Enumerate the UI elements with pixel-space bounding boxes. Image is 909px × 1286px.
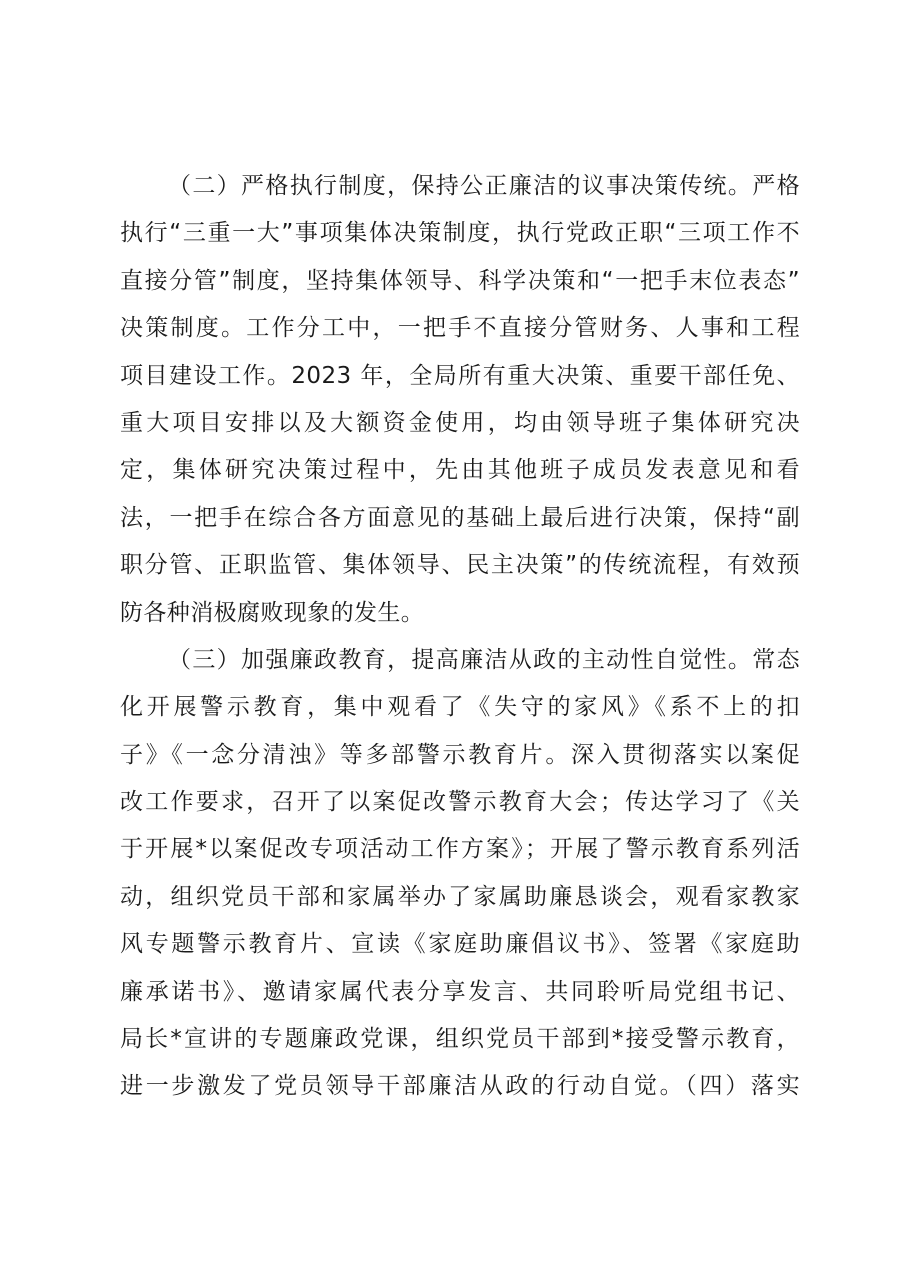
paragraph-section-3 (120, 637, 800, 1111)
paragraph-line: 防各种消极腐败现象的发生。 (120, 599, 425, 626)
paragraph-line: 职分管、正职监管、集体领导、民主决策”的传统流程，有效预 (120, 552, 800, 579)
paragraph-line: 法，一把手在综合各方面意见的基础上最后进行决策，保持“副 (120, 504, 800, 531)
paragraph-line: 决策制度。工作分工中，一把手不直接分管财务、人事和工程 (120, 315, 800, 342)
paragraph-line: 子》《一念分清浊》等多部警示教育片。深入贯彻落实以案促 (120, 741, 800, 768)
paragraph-line: 执行“三重一大”事项集体决策制度，执行党政正职“三项工作不 (120, 220, 800, 247)
paragraph-line: 重大项目安排以及大额资金使用，均由领导班子集体研究决 (120, 409, 800, 436)
paragraph-line: 动，组织党员干部和家属举办了家属助廉恳谈会，观看家教家 (120, 883, 800, 910)
paragraph-line: （三）加强廉政教育，提高廉洁从政的主动性自觉性。常态 (168, 646, 800, 673)
paragraph-line: 进一步激发了党员领导干部廉洁从政的行动自觉。（四）落实 (120, 1073, 800, 1100)
paragraph-line: 局长*宣讲的专题廉政党课，组织党员干部到*接受警示教育， (120, 1026, 800, 1053)
paragraph-line: 风专题警示教育片、宣读《家庭助廉倡议书》、签署《家庭助 (120, 931, 800, 958)
paragraph-section-2 (120, 163, 800, 637)
paragraph-line: 定，集体研究决策过程中，先由其他班子成员发表意见和看 (120, 457, 800, 484)
document-body (120, 163, 800, 1111)
paragraph-line: 于开展*以案促改专项活动工作方案》；开展了警示教育系列活 (120, 836, 800, 863)
paragraph-line: 项目建设工作。2023 年，全局所有重大决策、重要干部任免、 (120, 362, 800, 389)
paragraph-line: 改工作要求，召开了以案促改警示教育大会；传达学习了《关 (120, 789, 800, 816)
paragraph-line: 直接分管”制度，坚持集体领导、科学决策和“一把手末位表态” (120, 267, 800, 294)
paragraph-line: 廉承诺书》、邀请家属代表分享发言、共同聆听局党组书记、 (120, 978, 800, 1005)
paragraph-line: （二）严格执行制度，保持公正廉洁的议事决策传统。严格 (168, 173, 800, 199)
paragraph-line: 化开展警示教育，集中观看了《失守的家风》《系不上的扣 (120, 694, 800, 721)
